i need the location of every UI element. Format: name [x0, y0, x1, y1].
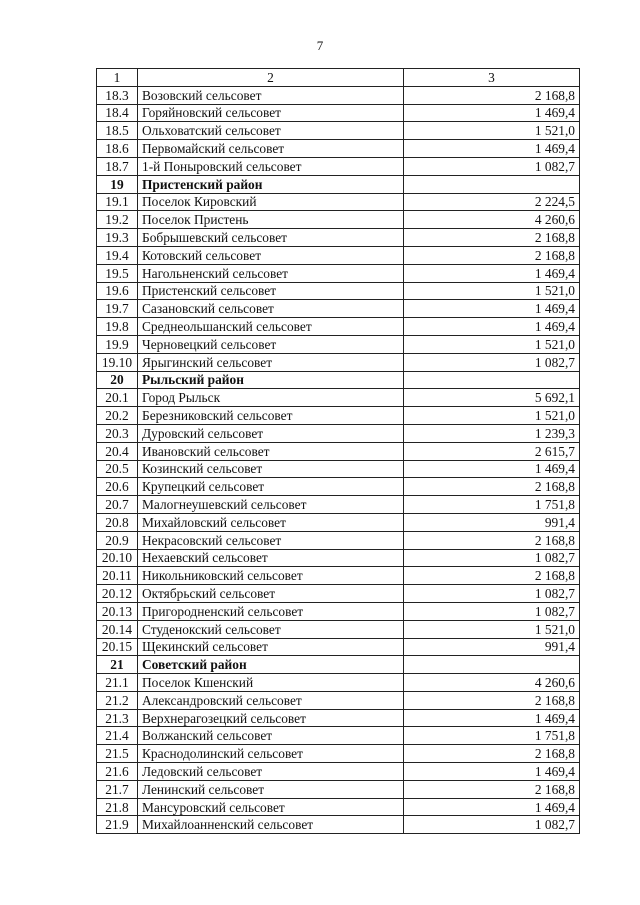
district-header-row: [97, 175, 580, 193]
row-number: 19.8: [97, 318, 138, 336]
municipality-name: Первомайский сельсовет: [138, 140, 404, 158]
amount-value: 1 469,4: [404, 709, 580, 727]
column-header-value: 3: [404, 69, 580, 87]
municipality-name: Возовский сельсовет: [138, 86, 404, 104]
table-row: [97, 104, 580, 122]
municipality-name: Верхнерагозецкий сельсовет: [138, 709, 404, 727]
amount-value: 991,4: [404, 638, 580, 656]
municipality-name: Крупецкий сельсовет: [138, 478, 404, 496]
table-row: [97, 229, 580, 247]
municipality-name: Ленинский сельсовет: [138, 780, 404, 798]
table-row: [97, 709, 580, 727]
amount-value: 1 082,7: [404, 585, 580, 603]
municipality-name: Волжанский сельсовет: [138, 727, 404, 745]
municipality-name: Ивановский сельсовет: [138, 442, 404, 460]
page-number: 7: [316, 38, 324, 53]
row-number: 21.5: [97, 745, 138, 763]
table-row: [97, 282, 580, 300]
amount-value: 1 751,8: [404, 496, 580, 514]
amount-value: 1 751,8: [404, 727, 580, 745]
row-number: 20.7: [97, 496, 138, 514]
row-number: 20.2: [97, 407, 138, 425]
municipality-name: Ярыгинский сельсовет: [138, 353, 404, 371]
table-row: [97, 264, 580, 282]
municipality-name: Ольховатский сельсовет: [138, 122, 404, 140]
table-row: [97, 638, 580, 656]
table-row: [97, 211, 580, 229]
table-row: [97, 442, 580, 460]
row-number: 19.3: [97, 229, 138, 247]
column-header-number: 1: [97, 69, 138, 87]
municipality-name: Среднеольшанский сельсовет: [138, 318, 404, 336]
row-number: 20.12: [97, 585, 138, 603]
row-number: 19.4: [97, 246, 138, 264]
row-number: 19.5: [97, 264, 138, 282]
amount-value: 2 168,8: [404, 246, 580, 264]
municipality-name: Козинский сельсовет: [138, 460, 404, 478]
row-number: 18.4: [97, 104, 138, 122]
municipality-name: Никольниковский сельсовет: [138, 567, 404, 585]
row-number: 20.14: [97, 620, 138, 638]
table-row: [97, 780, 580, 798]
column-header-row: [97, 69, 580, 87]
table-row: [97, 157, 580, 175]
amount-value: 1 082,7: [404, 816, 580, 834]
district-header-row: [97, 371, 580, 389]
amount-value: 1 082,7: [404, 353, 580, 371]
amount-value: 2 224,5: [404, 193, 580, 211]
row-number: 20.5: [97, 460, 138, 478]
table-row: [97, 763, 580, 781]
table-row: [97, 585, 580, 603]
row-number: 21.2: [97, 691, 138, 709]
table-row: [97, 513, 580, 531]
amount-value: 2 615,7: [404, 442, 580, 460]
table-row: [97, 86, 580, 104]
table-row: [97, 353, 580, 371]
amount-value: 1 521,0: [404, 335, 580, 353]
table-row: [97, 691, 580, 709]
amount-value: 1 469,4: [404, 140, 580, 158]
table-row: [97, 727, 580, 745]
row-number: 21.1: [97, 674, 138, 692]
amount-value: 2 168,8: [404, 478, 580, 496]
table-row: [97, 549, 580, 567]
amount-value: 1 469,4: [404, 300, 580, 318]
table-row: [97, 620, 580, 638]
municipality-name: Малогнеушевский сельсовет: [138, 496, 404, 514]
amount-value: 2 168,8: [404, 531, 580, 549]
municipality-name: 1-й Поныровский сельсовет: [138, 157, 404, 175]
row-number: 20.4: [97, 442, 138, 460]
row-number: 21.8: [97, 798, 138, 816]
row-number: 20.15: [97, 638, 138, 656]
row-number: 18.7: [97, 157, 138, 175]
amount-value: 4 260,6: [404, 211, 580, 229]
row-number: 19: [97, 175, 138, 193]
municipality-name: Студенокский сельсовет: [138, 620, 404, 638]
table-row: [97, 407, 580, 425]
amount-value: 1 239,3: [404, 424, 580, 442]
district-name: Рыльский район: [138, 371, 404, 389]
row-number: 21.3: [97, 709, 138, 727]
district-header-row: [97, 656, 580, 674]
municipality-name: Михайловский сельсовет: [138, 513, 404, 531]
municipality-name: Поселок Кировский: [138, 193, 404, 211]
row-number: 21.7: [97, 780, 138, 798]
amount-value: [404, 371, 580, 389]
municipality-name: Горяйновский сельсовет: [138, 104, 404, 122]
amount-value: 2 168,8: [404, 229, 580, 247]
amount-value: 4 260,6: [404, 674, 580, 692]
table-row: [97, 478, 580, 496]
municipality-name: Бобрышевский сельсовет: [138, 229, 404, 247]
amount-value: 1 469,4: [404, 798, 580, 816]
municipality-name: Поселок Пристень: [138, 211, 404, 229]
row-number: 19.1: [97, 193, 138, 211]
table-row: [97, 602, 580, 620]
row-number: 21.4: [97, 727, 138, 745]
row-number: 21.9: [97, 816, 138, 834]
amount-value: 5 692,1: [404, 389, 580, 407]
table-row: [97, 567, 580, 585]
table-row: [97, 318, 580, 336]
amount-value: 1 082,7: [404, 549, 580, 567]
municipality-name: Михайлоанненский сельсовет: [138, 816, 404, 834]
table-row: [97, 745, 580, 763]
table-row: [97, 460, 580, 478]
amount-value: 1 082,7: [404, 602, 580, 620]
municipality-name: Черновецкий сельсовет: [138, 335, 404, 353]
table-row: [97, 424, 580, 442]
amount-value: 2 168,8: [404, 691, 580, 709]
amount-value: 2 168,8: [404, 745, 580, 763]
row-number: 18.3: [97, 86, 138, 104]
amount-value: 1 469,4: [404, 318, 580, 336]
row-number: 21: [97, 656, 138, 674]
municipality-name: Березниковский сельсовет: [138, 407, 404, 425]
row-number: 19.10: [97, 353, 138, 371]
table-row: [97, 816, 580, 834]
amount-value: 2 168,8: [404, 780, 580, 798]
table-row: [97, 798, 580, 816]
row-number: 20: [97, 371, 138, 389]
amount-value: 1 521,0: [404, 282, 580, 300]
table-row: [97, 140, 580, 158]
table-row: [97, 193, 580, 211]
amount-value: 1 469,4: [404, 264, 580, 282]
table-row: [97, 531, 580, 549]
row-number: 19.2: [97, 211, 138, 229]
municipality-name: Нехаевский сельсовет: [138, 549, 404, 567]
municipality-name: Пристенский сельсовет: [138, 282, 404, 300]
table-row: [97, 389, 580, 407]
amount-value: 2 168,8: [404, 567, 580, 585]
row-number: 20.1: [97, 389, 138, 407]
municipality-name: Пригородненский сельсовет: [138, 602, 404, 620]
row-number: 19.7: [97, 300, 138, 318]
column-header-name: 2: [138, 69, 404, 87]
row-number: 20.10: [97, 549, 138, 567]
amount-value: 2 168,8: [404, 86, 580, 104]
municipality-name: Нагольненский сельсовет: [138, 264, 404, 282]
row-number: 18.5: [97, 122, 138, 140]
amount-value: 1 521,0: [404, 122, 580, 140]
municipality-name: Октябрьский сельсовет: [138, 585, 404, 603]
row-number: 18.6: [97, 140, 138, 158]
row-number: 21.6: [97, 763, 138, 781]
table-row: [97, 300, 580, 318]
district-name: Пристенский район: [138, 175, 404, 193]
row-number: 20.6: [97, 478, 138, 496]
table-row: [97, 335, 580, 353]
municipality-name: Город Рыльск: [138, 389, 404, 407]
municipality-name: Ледовский сельсовет: [138, 763, 404, 781]
amount-value: [404, 175, 580, 193]
row-number: 20.3: [97, 424, 138, 442]
row-number: 19.9: [97, 335, 138, 353]
municipality-name: Александровский сельсовет: [138, 691, 404, 709]
municipality-name: Щекинский сельсовет: [138, 638, 404, 656]
district-name: Советский район: [138, 656, 404, 674]
table-row: [97, 122, 580, 140]
row-number: 20.11: [97, 567, 138, 585]
allocation-table: [96, 68, 580, 834]
table-row: [97, 496, 580, 514]
amount-value: [404, 656, 580, 674]
municipality-name: Сазановский сельсовет: [138, 300, 404, 318]
municipality-name: Мансуровский сельсовет: [138, 798, 404, 816]
municipality-name: Котовский сельсовет: [138, 246, 404, 264]
amount-value: 1 521,0: [404, 407, 580, 425]
municipality-name: Краснодолинский сельсовет: [138, 745, 404, 763]
row-number: 19.6: [97, 282, 138, 300]
amount-value: 1 469,4: [404, 460, 580, 478]
row-number: 20.9: [97, 531, 138, 549]
amount-value: 1 521,0: [404, 620, 580, 638]
municipality-name: Некрасовский сельсовет: [138, 531, 404, 549]
table-row: [97, 246, 580, 264]
row-number: 20.13: [97, 602, 138, 620]
table-row: [97, 674, 580, 692]
amount-value: 1 469,4: [404, 104, 580, 122]
amount-value: 991,4: [404, 513, 580, 531]
amount-value: 1 082,7: [404, 157, 580, 175]
table-body: [97, 69, 580, 834]
municipality-name: Дуровский сельсовет: [138, 424, 404, 442]
amount-value: 1 469,4: [404, 763, 580, 781]
municipality-name: Поселок Кшенский: [138, 674, 404, 692]
row-number: 20.8: [97, 513, 138, 531]
